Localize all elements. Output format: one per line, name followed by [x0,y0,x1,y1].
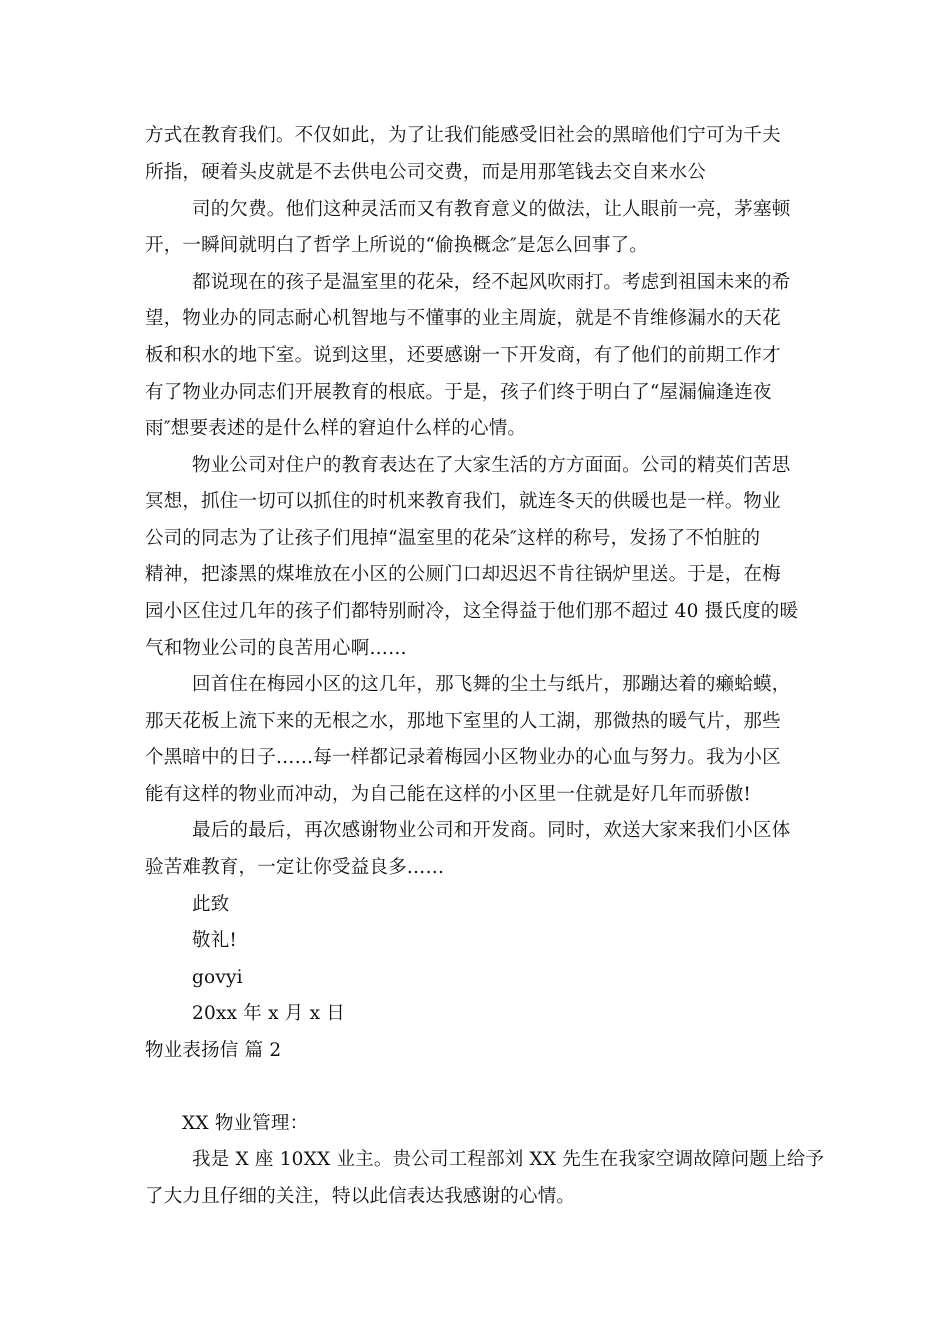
signature-name: govyi [192,967,243,988]
text-line: 个黑暗中的日子……每一样都记录着梅园小区物业办的心血与努力。我为小区 [145,747,781,768]
text-line: 验苦难教育，一定让你受益良多…… [145,857,445,878]
text-line: 雨″想要表述的是什么样的窘迫什么样的心情。 [145,418,527,439]
text-line: 那天花板上流下来的无根之水，那地下室里的人工湖，那微热的暖气片，那些 [145,711,781,732]
text-line: 板和积水的地下室。说到这里，还要感谢一下开发商，有了他们的前期工作才 [145,345,781,366]
letter-addressee: XX 物业管理： [182,1113,309,1134]
closing-salutation: 此致 [192,894,230,915]
text-line: 能有这样的物业而冲动，为自己能在这样的小区里一住就是好几年而骄傲! [145,784,752,805]
text-line: 了大力且仔细的关注，特以此信表达我感谢的心情。 [145,1186,576,1207]
text-line: 气和物业公司的良苦用心啊…… [145,638,407,659]
signature-date: 20xx 年 x 月 x 日 [192,1003,345,1024]
text-line: 所指，硬着头皮就是不去供电公司交费，而是用那笔钱去交自来水公 [145,162,707,183]
closing-regards: 敬礼! [192,930,238,951]
text-line: 回首住在梅园小区的这几年，那飞舞的尘土与纸片，那蹦达着的癞蛤蟆， [192,674,791,695]
text-line: 物业公司对住户的教育表达在了大家生活的方方面面。公司的精英们苦思 [192,455,791,476]
text-line: 最后的最后，再次感谢物业公司和开发商。同时，欢送大家来我们小区体 [192,820,791,841]
text-line: 我是 X 座 10XX 业主。贵公司工程部刘 XX 先生在我家空调故障问题上给予 [192,1149,825,1170]
section-heading: 物业表扬信 篇 2 [145,1040,282,1061]
text-line: 都说现在的孩子是温室里的花朵，经不起风吹雨打。考虑到祖国未来的希 [192,272,791,293]
text-line: 司的欠费。他们这种灵活而又有教育意义的做法，让人眼前一亮，茅塞顿 [192,199,791,220]
text-line: 开，一瞬间就明白了哲学上所说的“偷换概念″是怎么回事了。 [145,235,648,256]
text-line: 方式在教育我们。不仅如此，为了让我们能感受旧社会的黑暗他们宁可为千夫 [145,125,781,146]
text-line: 冥想，抓住一切可以抓住的时机来教育我们，就连冬天的供暖也是一样。物业 [145,491,781,512]
text-line: 精神，把漆黑的煤堆放在小区的公厕门口却迟迟不肯往锅炉里送。于是，在梅 [145,564,781,585]
text-line: 公司的同志为了让孩子们甩掉“温室里的花朵″这样的称号，发扬了不怕脏的 [145,528,761,549]
text-line: 园小区住过几年的孩子们都特别耐冷，这全得益于他们那不超过 40 摄氏度的暖 [145,601,799,622]
text-line: 有了物业办同志们开展教育的根底。于是，孩子们终于明白了“屋漏偏逢连夜 [145,382,772,403]
text-line: 望，物业办的同志耐心机智地与不懂事的业主周旋，就是不肯维修漏水的天花 [145,308,781,329]
